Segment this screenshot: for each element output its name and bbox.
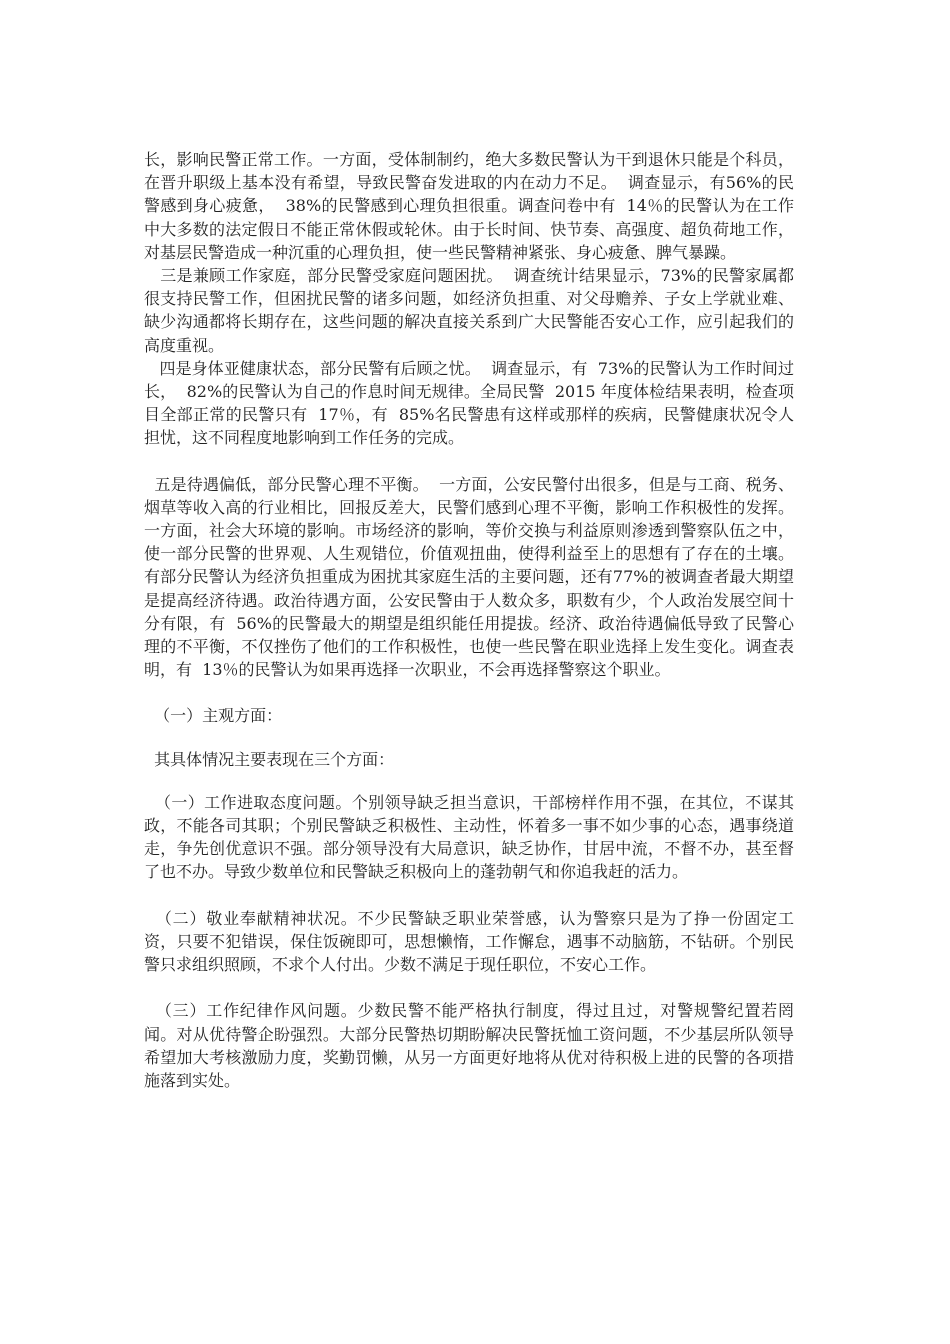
spacer xyxy=(144,681,794,704)
paragraph-workload: 长，影响民警正常工作。一方面，受体制制约，绝大多数民警认为干到退休只能是个科员，在晋升职级上基本没有希望，导致民警奋发进取的内在动力不足。 调查显示，有56%的民警感到身心疲惫， 38%的民警感到心理负担很重。调查问卷中有 14％的民警认为在工作中大多数的法定假日不能正常休假或轮休。由于长时间、快节奏、高强度、超负荷地工作，对基层民警造成一种沉重的心理负担，使一些民警精神紧张、身心疲惫、脾气暴躁。 xyxy=(144,150,794,262)
paragraph-family: 三是兼顾工作家庭，部分民警受家庭问题困扰。 调查统计结果显示，73%的民警家属都很支持民警工作，但困扰民警的诸多问题，如经济负担重、对父母赡养、子女上学就业难、缺少沟通都将长期存在，这些问题的解决直接关系到广大民警能否安心工作，应引起我们的高度重视。 xyxy=(144,266,794,355)
section-heading-subjective: （一）主观方面： xyxy=(144,706,283,726)
paragraph-aspect-2: （二）敬业奉献精神状况。不少民警缺乏职业荣誉感，认为警察只是为了挣一份固定工资，只要不犯错误，保住饭碗即可，思想懒惰，工作懈怠，遇事不动脑筋，不钻研。个别民警只求组织照顾，不求个人付出。少数不满足于现任职位，不安心工作。 xyxy=(144,908,794,975)
spacer xyxy=(144,771,794,791)
spacer xyxy=(144,450,794,473)
paragraph-aspect-3: （三）工作纪律作风问题。少数民警不能严格执行制度，得过且过，对警规警纪置若罔闻。对从优待警企盼强烈。大部分民警热切期盼解决民警抚恤工资问题，不少基层所队领导希望加大考核激励力度，奖勤罚懒，从另一方面更好地将从优对待积极上进的民警的各项措施落到实处。 xyxy=(144,1001,794,1090)
spacer xyxy=(144,976,794,999)
paragraph-pay: 五是待遇偏低，部分民警心理不平衡。 一方面，公安民警付出很多，但是与工商、税务、烟草等收入高的行业相比，回报反差大，民警们感到心理不平衡，影响工作积极性的发挥。一方面，社会大环境的影响。市场经济的影响，等价交换与利益原则渗透到警察队伍之中，使一部分民警的世界观、人生观错位，价值观扭曲，使得利益至上的思想有了存在的土壤。有部分民警认为经济负担重成为困扰其家庭生活的主要问题，还有77%的被调查者最大期望是提高经济待遇。政治待遇方面，公安民警由于人数众多，职数有少，个人政治发展空间十分有限，有 56%的民警最大的期望是组织能任用提拔。经济、政治待遇偏低导致了民警心理的不平衡，不仅挫伤了他们的工作积极性，也使一些民警在职业选择上发生变化。调查表明，有 13％的民警认为如果再选择一次职业，不会再选择警察这个职业。 xyxy=(144,474,794,680)
paragraph-aspect-1: （一）工作进取态度问题。个别领导缺乏担当意识，干部榜样作用不强，在其位，不谋其政，不能各司其职；个别民警缺乏积极性、主动性，怀着多一事不如少事的心态，遇事绕道走，争先创优意识不强。部分领导没有大局意识，缺乏协作，甘居中流，不督不办，甚至督了也不办。导致少数单位和民警缺乏积极向上的蓬勃朝气和你追我赶的活力。 xyxy=(144,792,794,882)
paragraph-health: 四是身体亚健康状态，部分民警有后顾之忧。 调查显示，有 73%的民警认为工作时间过长， 82%的民警认为自己的作息时间无规律。全局民警 2015 年度体检结果表明，检查项目全部正常的民警只有 17％，有 85%名民警患有这样或那样的疾病，民警健康状况令人担忧，这不同程度地影响到工作任务的完成。 xyxy=(144,358,794,448)
document-page xyxy=(144,148,794,1092)
paragraph-intro-three-aspects: 其具体情况主要表现在三个方面： xyxy=(144,749,395,769)
spacer xyxy=(144,884,794,907)
spacer xyxy=(144,728,794,748)
